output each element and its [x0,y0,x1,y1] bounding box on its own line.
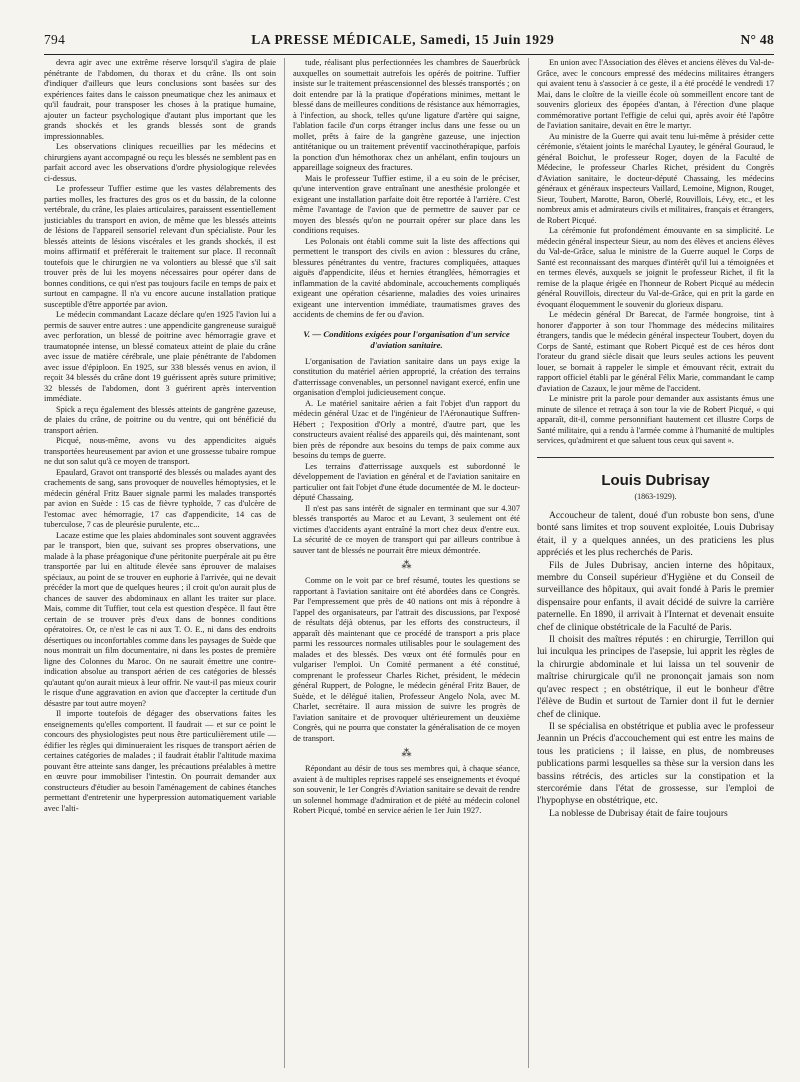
column-left [44,58,284,1068]
paragraph: Picqué, nous-même, avons vu des appendicites aiguës transportées heureusement par avion et une grossesse tubaire rompue ne dut son salut qu'à ce moyen de transport. [44,436,276,466]
paragraph: L'organisation de l'aviation sanitaire dans un pays exige la constitution du matériel aérien approprié, la création des terrains d'atterrissage convenables, un personnel navigant exercé, enfin une organisation d'emploi judicieusement conçue. [293,356,520,397]
paragraph: Il choisit des maîtres réputés : en chirurgie, Terrillon qui lui inculqua les principes de l'asepsie, lui apprit les règles de la chirurgie abdominale et lui laissa un tel souvenir de maîtrise chirurgicale qu'il ne prononçait jamais son nom qu'avec respect ; en obstétrique, il eut le bonheur d'être l'élève de Budin et surtout de Tarnier dont il fut le dernier chef de clinique. [537,634,774,720]
paragraph: Le professeur Tuffier estime que les vastes délabrements des parties molles, les fractures des gros os et du bassin, de la colonne vertébrale, du crâne, les plaies articulaires, paraissent essentiellement justiciables du transport en avion, de même que les blessés atteints de lésions de l'appareil sensoriel relevant d'un spécialiste. Pour les blessés atteints de lésions viscérales et les grands shockés, il est moins affirmatif et préférerait le traitement sur place. Il reconnaît toutefois que le chirurgien ne va volontiers au blessé que s'il sait trouver près de lui les moyens nécessaires pour opérer dans de bonnes conditions, ce qui n'est pas toujours facile en temps de paix et surtout en campagne. Il n'a vu encore aucune installation pratique susceptible d'être apportée par avion. [44,184,276,309]
header-rule [44,54,774,55]
paragraph: Répondant au désir de tous ses membres qui, à chaque séance, avaient à de multiples reprises rappelé ses enseignements et évoqué son souvenir, le 1er Congrès d'Aviation sanitaire se devait de rendre un solennel hommage d'admiration et de piété au médecin colonel Robert Picqué, tombé en service aérien le 1er Juin 1927. [293,764,520,815]
asterism-divider: ⁂ [401,560,412,571]
obituary-name: Louis Dubrisay [601,471,710,489]
journal-title: LA PRESSE MÉDICALE, Samedi, 15 Juin 1929 [251,32,555,47]
paragraph: La noblesse de Dubrisay était de faire toujours [549,807,728,819]
column-right [528,58,774,1068]
paragraph: A. Le matériel sanitaire aérien a fait l'objet d'un rapport du médecin général Uzac et de l'ingénieur de l'Aéronautique Suffren-Hébert ; l'exposition d'Orly a montré, d'autre part, que les constructeurs avaient réalisé des appareils qui, dès maintenant, sont bien près de répondre aux besoins du temps de paix comme aux besoins du temps de guerre. [293,398,520,460]
paragraph: En union avec l'Association des élèves et anciens élèves du Val-de-Grâce, avec le concours empressé des médecins militaires étrangers qui avaient tenu à s'associer à ce geste, il a été procédé le vendredi 17 Mai, dans le cloître de la vieille école où sommeillent encore tant de souvenirs glorieux des épopées d'antan, à l'érection d'une plaque commémorative portant l'effigie de celui qui, après avoir été l'apôtre de l'aviation sanitaire, devait en être le martyr. [537,58,774,130]
paragraph: Il importe toutefois de dégager des observations faites les enseignements qu'elles comportent. Il faudrait — et sur ce point le concours des physiologistes peut nous être particulièrement utile — édifier les règles qui diminueraient les risques de transport aérien de certaines catégories de malades ; il faudrait établir l'altitude maxima pouvant être atteinte sans danger, les précautions préalables à mettre en œuvre pour immobiliser l'intestin. On pourrait demander aux constructeurs d'étudier au besoin l'aménagement de cabines étanches permettant d'entretenir une hyperpression automatiquement variable avec l'alti- [44,709,276,813]
paragraph: Les Polonais ont établi comme suit la liste des affections qui permettent le transport des civils en avion : blessures du crâne, blessures pénétrantes du ventre, fractures compliquées, attaques aiguës d'appendicite, iléus et hernies étranglées, hémorragies et inflammation de la cavité abdominale, accouchements compliqués exigeant une opération césarienne, maladies des voies urinaires exigeant une intervention immédiate, traumatismes graves des accidents de chemins de fer ou d'avion. [293,236,520,319]
paragraph: Le médecin général Dr Barecat, de l'armée hongroise, tint à honorer d'apporter à son tour l'hommage des médecins militaires étrangers, tandis que le médecin général inspecteur Toubert, doyen du Corps de Santé, estimant que Robert Picqué est de ces héros dont l'orateur du grand siècle disait que leurs seules actions les peuvent louer, se bornait à rappeler le simple et émouvant récit, extrait du rapport officiel établi par le général Félix Marie, commandant le camp d'aviation de Cazaux, le jour même de l'accident. [537,310,774,393]
article-columns [44,58,774,1068]
paragraph: Il se spécialisa en obstétrique et publia avec le professeur Jeannin un Précis d'accouchement qui est entre les mains de tous les praticiens ; il laisse, en plus, de nombreuses publications parmi lesquelles sa thèse sur la version dans les bassins rétrécis, des articles sur la constipation et la stercorémie dans l'état de grossesse, sur l'emploi de l'hypophyse en obstétrique, etc. [537,720,774,807]
paragraph: Accoucheur de talent, doué d'un robuste bon sens, d'une bonté sans limites et trop souvent exploitée, Louis Dubrisay était, il y a quelques années, un des praticiens les plus appréciés et les plus recherchés de Paris. [537,510,774,559]
page-number: 794 [44,32,66,47]
paragraph: La cérémonie fut profondément émouvante en sa simplicité. Le médecin général inspecteur Sieur, au nom des élèves et anciens élèves du Val-de-Grâce, salua le ministre de la Guerre auquel le Corps de Santé est reconnaissant des marques d'intérêt qu'il lui a témoignées et en termes élevés, auxquels se joignit le professeur Richet, il fit la remise de la plaque érigée en l'honneur de Robert Picqué au médecin général Rouvillois, directeur du Val-de-Grâce, qui en prit la garde en évoquant éloquemment le souvenir du glorieux disparu. [537,226,774,309]
section-heading: V. — Conditions exigées pour l'organisation d'un service d'aviation sanitaire. [303,328,510,350]
issue-number: N° 48 [740,32,774,47]
obituary [537,457,774,821]
paragraph: Fils de Jules Dubrisay, ancien interne des hôpitaux, membre du Conseil supérieur d'Hygiène et du Conseil de surveillance des hôpitaux, qui avait fondé à Paris le premier dispensaire pour enfants, il avait décidé de suivre la carrière paternelle. En 1890, il arrivait à l'Internat et devenait ensuite chef de clinique obstétricale de la Faculté de Paris. [537,559,774,633]
paragraph: Epaulard, Gravot ont transporté des blessés ou malades ayant des crachements de sang, sans provoquer de nouvelles hémoptysies, et le médecin général Fritz Bauer signale parmi les malades transportés par avion en Suède : 15 cas de fièvre typhoïde, 7 cas d'ulcère de l'estomac avec hémorragie, 17 cas d'appendicite, 14 cas de tuberculose, 7 cas de pleurésie purulente, etc... [44,467,276,529]
paragraph: devra agir avec une extrême réserve lorsqu'il s'agira de plaie pénétrante de l'abdomen, du thorax et du crâne. Ils ont soin d'indiquer d'ailleurs que leurs conclusions sont basées sur des expériences faites dans le caisson pneumatique chez les animaux et qu'il faudrait, pour transposer les choses à la pratique humaine, ajouter un facteur psychologique d'autant plus important que les grands shockés et les grands blessés sont de grands impressionnables. [44,58,276,141]
column-middle [284,58,528,1068]
paragraph: Le médecin commandant Lacaze déclare qu'en 1925 l'avion lui a permis de sauver entre autres : une appendicite gangreneuse suraiguë avec perforation, un blessé de poitrine avec hémorragie grave et traumatopnée intense, un blessé comateux atteint de plaie du crâne avec issue de matière cérébrale, une plaie pénétrante de l'abdomen avec issue d'épiploon. En 1925, sur 338 blessés venus en avion, il reçoit 34 blessés du crâne dont 19 guérissent après suture primitive; 32 blessés de l'abdomen, dont 3 guérirent après intervention immédiate. [44,310,276,403]
obituary-dates: (1863-1929). [634,491,677,501]
paragraph: Les observations cliniques recueillies par les médecins et chirurgiens ayant accompagné ou reçu les blessés ne semblent pas en parfait accord avec les observations d'ordre physiologique relevées ci-dessus. [44,142,276,183]
paragraph: Lacaze estime que les plaies abdominales sont souvent aggravées par le transport, bien que, suivant ses propres observations, une malade à la phase préagonique d'une péritonite puerpérale ait pu être transportée par lui en altitude élevée sans éprouver de malaises spéciaux, au point de se trouver en euphorie à l'arrivée, qui ne devait précéder la mort que de quelques heures ; il croit qu'on aurait plus de chances de sauver des abdominaux en allant les traiter sur place. Mais, comme dit Tuffier, tout cela est question d'espèce. Il faut être certain de se trouver près d'eux dans de bonnes conditions opératoires. Or, ce n'est le cas ni aux T. O. E., ni dans des endroits désertiques ou inconfortables comme dans les paysages de Suède que nous montrait un film documentaire, ni dans les postes de première ligne des Colonnes du Maroc. On ne saurait émettre une contre-indication absolue au transport aérien de ces catégories de blessés qu'autant qu'on aurait mieux à leur offrir. Ne vaut-il pas mieux courir le risque d'une aggravation en avion que d'accepter la certitude d'un désastre par tout autre moyen? [44,530,276,708]
paragraph: Le ministre prit la parole pour demander aux assistants émus une minute de silence et retraça à son tour la vie de Robert Picqué, « qui apparaît, dit-il, comme personnifiant hautement cet illustre Corps de Santé militaire, qui a rendu à l'armée comme à l'humanité de multiples services, qu'admirent et que saluent tous ceux qui savent ». [537,394,774,445]
paragraph: Mais le professeur Tuffier estime, il a eu soin de le préciser, qu'une intervention grave entraînant une anesthésie prolongée et exigeant une installation parfaite doit être reportée à l'arrière. C'est même l'avantage de l'avion que de permettre de sauver par ce moyen des blessés qu'on ne pourrait opérer sur place dans les conditions requises. [293,173,520,235]
page-header [44,32,774,54]
asterism-divider: ⁂ [401,748,412,759]
paragraph: Comme on le voit par ce bref résumé, toutes les questions se rapportant à l'aviation sanitaire ont été abordées dans ce Congrès. Par l'empressement que près de 40 nations ont mis à répondre à l'appel des organisateurs, par l'attrait des discussions, par l'exposé de résultats déjà obtenus, par les efforts des constructeurs, il apparaît dès maintenant que ce procédé de transport a pris place parmi les ressources normales utilisables pour le soulagement des malades et des blessés. Des vœux ont été formulés pour en vulgariser l'emploi. Un Comité permanent a été constitué, comprenant le professeur Charles Richet, président, le médecin général Ruppert, de Pologne, le médecin général Fritz Bauer, de Suède, et le délégué italien, Professeur Angelo Nola, avec M. Charlet, secrétaire. Il aura mission de suivre les progrès de l'aviation sanitaire et de provoquer ultérieurement un deuxième Congrès, qui ne pourra que constater la généralisation de ce moyen de transport. [293,576,520,743]
paragraph: Il n'est pas sans intérêt de signaler en terminant que sur 4.307 blessés transportés au Maroc et au Levant, 3 seulement ont été victimes d'accidents ayant entraîné la mort chez deux d'entre eux. La sécurité de ce moyen de transport qui par ailleurs contribue à sauver tant de blessés ne pourrait être mieux démontrée. [293,503,520,555]
paragraph: Au ministre de la Guerre qui avait tenu lui-même à présider cette cérémonie, s'étaient joints le maréchal Lyautey, le général Gouraud, le général Boichut, le professeur Roger, doyen de la Faculté de Médecine, le professeur Charles Richet, président du Congrès d'Aviation sanitaire, le docteur-député Chassaing, les médecins généraux et généraux inspecteurs Vaillard, Lemoine, Mignon, Rouget, Sieur, Toubert, Marotte, Baron, Oberlé, Rouvillois, Lévy, etc., et les nombreux amis et admirateurs civils et militaires, français et étrangers, de Robert Picqué. [537,131,774,225]
paragraph: Spick a reçu également des blessés atteints de gangrène gazeuse, de plaies du crâne, de poitrine ou du ventre, qui ont bénéficié du transport aérien. [44,404,276,435]
paragraph: Les terrains d'atterrissage auxquels est subordonné le développement de l'aviation en général et de l'aviation sanitaire en particulier ont fait l'objet d'une étude documentée de M. le docteur-député Chassaing. [293,461,520,502]
paragraph: tude, réalisant plus perfectionnées les chambres de Sauerbrück auxquelles on soumettait autrefois les opérés de poitrine. Tuffier insiste sur le traitement préascensionnel des blessés transportés ; on doit entendre par là la pratique d'opérations minimes, mettant le blessé dans de meilleures conditions de résistance aux hémorragies, à l'infection, au shock, telles qu'une ligature d'artère qui saigne, l'ablation facile d'un corps étranger inclus dans une fesse ou un mollet, prêts à faire de la gangrène gazeuse, une injection antitétanique ou un traitement préventif vaccinothérapique, parfois la ponction d'un hémothorax chez un anhélant, enfin toujours un appareillage soigneux des fractures. [293,58,520,172]
